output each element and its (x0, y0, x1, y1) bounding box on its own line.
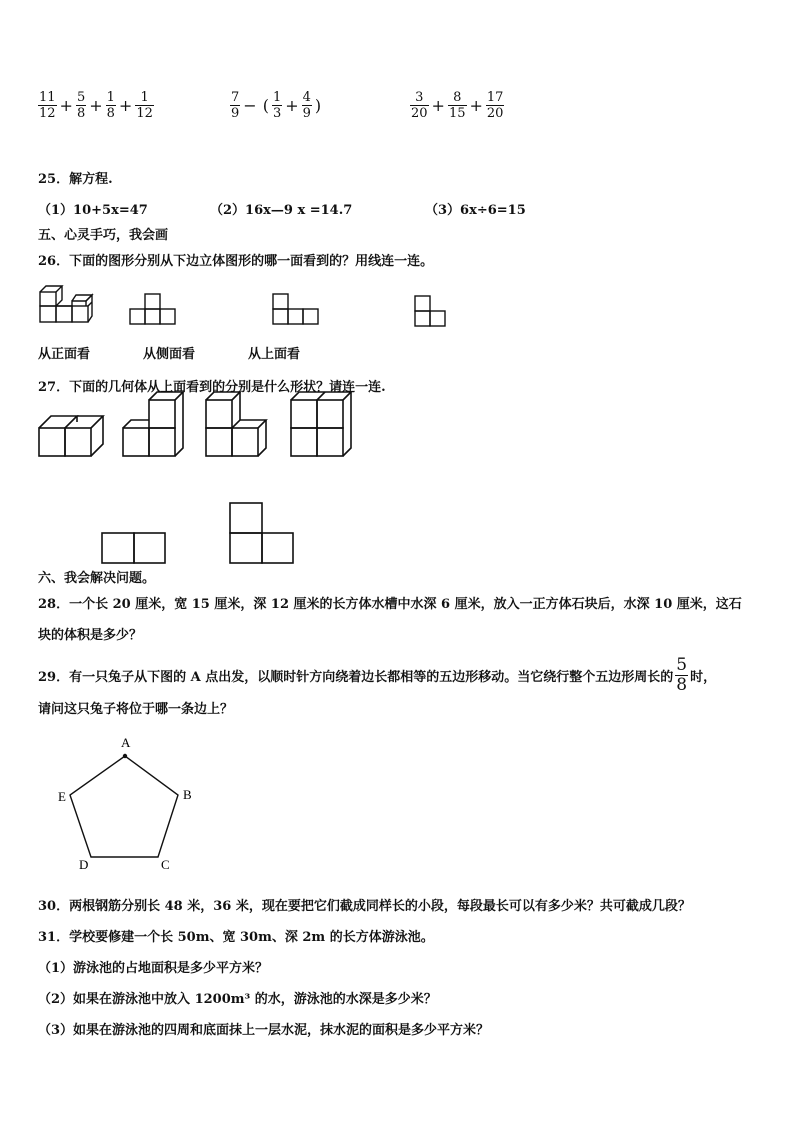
q31-part-3: （3）如果在游泳池的四周和底面抹上一层水泥，抹水泥的面积是多少平方米？ (38, 1023, 490, 1038)
denominator: 8 (106, 106, 115, 121)
pentagon-diagram (55, 735, 205, 875)
fraction (135, 90, 154, 121)
fraction (106, 90, 116, 121)
denominator: 9 (231, 106, 240, 121)
numerator: 1 (272, 90, 282, 105)
q29-text-b: 时， (690, 670, 717, 685)
q25-equation-3: （3）6x÷6=15 (425, 203, 526, 218)
q27-top-view-2 (229, 502, 295, 566)
q26-title: 26．下面的图形分别从下边立体图形的哪一面看到的？用线连一连。 (38, 254, 434, 269)
vertex-a-label: A (121, 735, 131, 750)
numerator: 5 (676, 655, 688, 675)
vertex-c-label: C (161, 857, 170, 872)
q27-solid-1 (38, 412, 102, 460)
q27-top-view-1 (101, 532, 167, 566)
paren-right: ) (314, 96, 322, 115)
vertex-d-label: D (79, 857, 89, 872)
q29-line-1 (38, 656, 716, 695)
denominator: 12 (136, 106, 153, 121)
denominator: 9 (302, 106, 311, 121)
denominator: 15 (448, 106, 466, 121)
q25-title: 25．解方程. (38, 172, 113, 187)
numerator: 8 (453, 90, 462, 105)
q27-title: 27．下面的几何体从上面看到的分别是什么形状？请连一连. (38, 380, 386, 395)
denominator: 20 (411, 106, 428, 121)
numerator: 4 (302, 90, 311, 105)
q26-view-3 (413, 294, 449, 330)
fraction (448, 90, 467, 121)
numerator: 11 (39, 90, 56, 105)
fraction (486, 90, 505, 121)
q26-view-1 (130, 292, 180, 326)
vertex-b-label: B (183, 787, 192, 802)
q31-part-1: （1）游泳池的占地面积是多少平方米？ (38, 961, 269, 976)
fraction-5-8 (675, 656, 688, 695)
q31-title: 31．学校要修建一个长 50m、宽 30m、深 2m 的长方体游泳池。 (38, 930, 434, 945)
numerator: 17 (486, 90, 504, 105)
numerator: 1 (140, 90, 149, 105)
section-5-heading: 五、心灵手巧，我会画 (38, 228, 169, 243)
fraction (302, 90, 312, 121)
operator: − (243, 96, 257, 115)
fraction (230, 90, 240, 121)
label-side-view: 从侧面看 (143, 347, 196, 362)
expression-1 (38, 90, 154, 121)
q30-text: 30．两根钢筋分别长 48 米，36 米，现在要把它们截成同样长的小段，每段最长可以有多少米？共可截成几段？ (38, 899, 691, 914)
numerator: 5 (76, 90, 86, 105)
denominator: 20 (486, 106, 504, 121)
fraction (76, 90, 86, 121)
q29-line-2: 请问这只兔子将位于哪一条边上？ (38, 702, 234, 717)
denominator: 8 (76, 106, 86, 121)
operator: + (59, 96, 73, 115)
numerator: 1 (106, 90, 115, 105)
section-6-heading: 六、我会解决问题。 (38, 571, 156, 586)
q27-solid-2 (122, 398, 186, 460)
q27-solid-3 (205, 398, 269, 460)
operator: + (118, 96, 133, 115)
denominator: 3 (272, 106, 282, 121)
numerator: 7 (231, 90, 240, 105)
paren-left: ( (262, 96, 269, 115)
fraction (272, 90, 282, 121)
fraction (410, 90, 429, 121)
q29-text-a: 29．有一只兔子从下图的 A 点出发，以顺时针方向绕着边长都相等的五边形移动。当它绕行整个五边形周长的 (38, 670, 674, 685)
q25-equation-2: （2）16x—9 x =14.7 (210, 203, 353, 218)
fraction (38, 90, 57, 121)
operator: + (431, 96, 445, 115)
q31-part-2: （2）如果在游泳池中放入 1200m³ 的水，游泳池的水深是多少米？ (38, 992, 437, 1007)
denominator: 12 (39, 106, 56, 121)
label-top-view: 从上面看 (248, 347, 301, 362)
expression-3 (410, 90, 504, 121)
q26-view-2 (273, 292, 323, 326)
expression-2 (230, 90, 324, 121)
q28-line-1: 28．一个长 20 厘米，宽 15 厘米，深 12 厘米的长方体水槽中水深 6 厘米，放入一正方体石块后，水深 10 厘米，这石 (38, 597, 742, 612)
label-front-view: 从正面看 (38, 347, 91, 362)
operator: + (89, 96, 103, 115)
vertex-e-label: E (58, 789, 66, 804)
operator: + (285, 96, 299, 115)
q28-line-2: 块的体积是多少？ (38, 628, 143, 643)
q27-solid-4 (290, 398, 354, 460)
denominator: 8 (676, 675, 688, 695)
numerator: 3 (415, 90, 424, 105)
q25-equation-1: （1）10+5x=47 (38, 203, 148, 218)
q26-solid-figure (38, 282, 100, 328)
operator: + (469, 96, 483, 115)
